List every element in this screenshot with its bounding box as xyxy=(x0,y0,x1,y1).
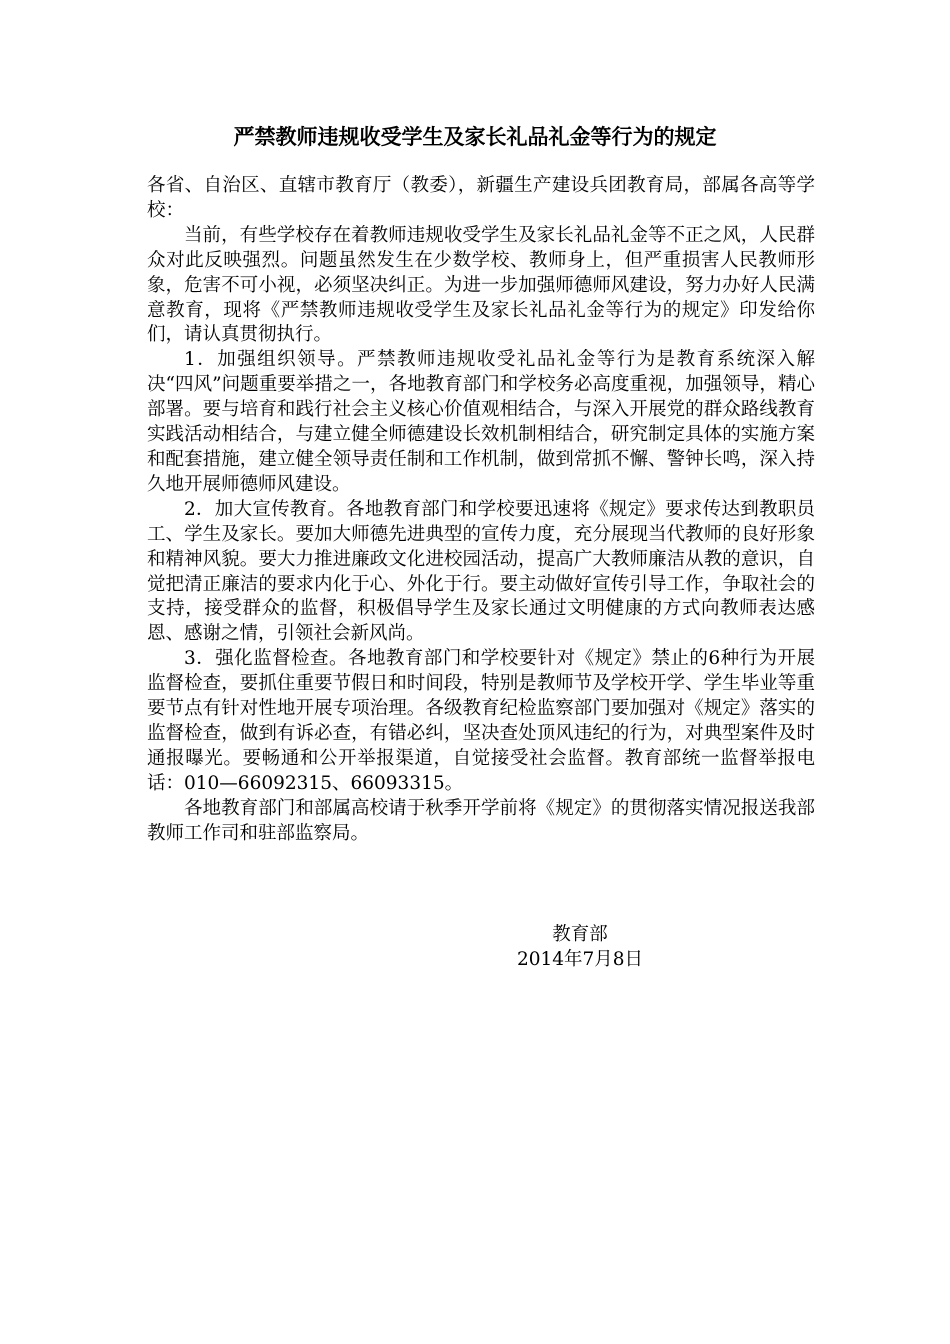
signature-org: 教育部 xyxy=(552,924,608,945)
paragraph-intro: 当前，有些学校存在着教师违规收受学生及家长礼品礼金等不正之风，人民群众对此反映强烈。问题虽然发生在少数学校、教师身上，但严重损害人民教师形象，危害不可小视，必须坚决纠正。为进一步加强师德师风建设，努力办好人民满意教育，现将《严禁教师违规收受学生及家长礼品礼金等行为的规定》印发给你们，请认真贯彻执行。 xyxy=(147,224,815,346)
paragraph-item-3: 3．强化监督检查。各地教育部门和学校要针对《规定》禁止的6种行为开展监督检查，要抓住重要节假日和时间段，特别是教师节及学校开学、学生毕业等重要节点有针对性地开展专项治理。各级教育纪检监察部门要加强对《规定》落实的监督检查，做到有诉必查，有错必纠，坚决查处顶风违纪的行为，对典型案件及时通报曝光。要畅通和公开举报渠道，自觉接受社会监督。教育部统一监督举报电话：010—66092315、66093315。 xyxy=(147,648,815,794)
paragraph-closing: 各地教育部门和部属高校请于秋季开学前将《规定》的贯彻落实情况报送我部教师工作司和驻部监察局。 xyxy=(147,797,815,844)
paragraph-item-1: 1．加强组织领导。严禁教师违规收受礼品礼金等行为是教育系统深入解决“四风”问题重要举措之一，各地教育部门和学校务必高度重视，加强领导，精心部署。要与培育和践行社会主义核心价值观相结合，与深入开展党的群众路线教育实践活动相结合，与建立健全师德建设长效机制相结合，研究制定具体的实施方案和配套措施，建立健全领导责任制和工作机制，做到常抓不懈、警钟长鸣，深入持久地开展师德师风建设。 xyxy=(147,349,815,495)
paragraph-item-2: 2．加大宣传教育。各地教育部门和学校要迅速将《规定》要求传达到教职员工、学生及家长。要加大师德先进典型的宣传力度，充分展现当代教师的良好形象和精神风貌。要大力推进廉政文化进校园活动，提高广大教师廉洁从教的意识，自觉把清正廉洁的要求内化于心、外化于行。要主动做好宣传引导工作，争取社会的支持，接受群众的监督，积极倡导学生及家长通过文明健康的方式向教师表达感恩、感谢之情，引领社会新风尚。 xyxy=(147,498,815,645)
document-body xyxy=(147,174,815,846)
document-title: 严禁教师违规收受学生及家长礼品礼金等行为的规定 xyxy=(233,124,717,149)
signature-date: 2014年7月8日 xyxy=(516,949,644,970)
salutation: 各省、自治区、直辖市教育厅（教委），新疆生产建设兵团教育局，部属各高等学校： xyxy=(147,175,815,221)
signature-block xyxy=(480,922,680,972)
